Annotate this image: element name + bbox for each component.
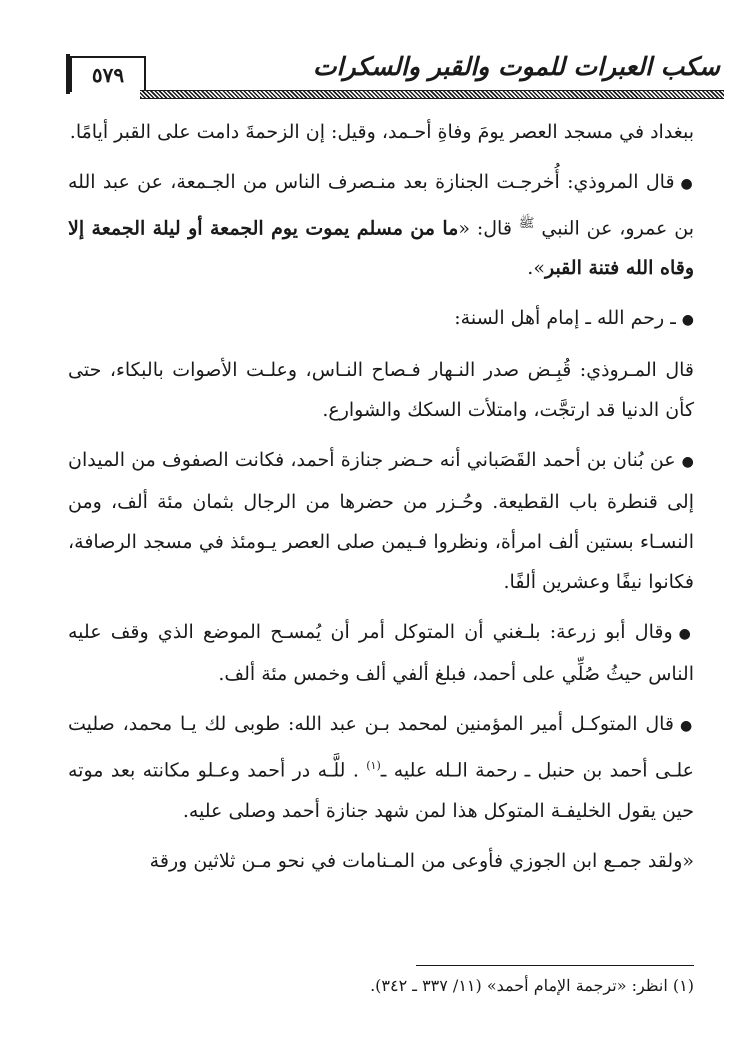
footnote: (١) انظر: «ترجمة الإمام أحمد» (١١/ ٣٣٧ ـ ٣٤٢). (370, 976, 694, 995)
footnote-divider (416, 965, 694, 966)
hadith-quote: ما من مسلم يموت يوم الجمعة أو ليلة الجمعة إلا وقاه الله فتنة القبر (68, 217, 694, 280)
paragraph (68, 350, 694, 430)
paragraph (68, 162, 694, 288)
text-segment: عن بُنان بن أحمد القَصَباني أنه حـضر جنازة أحمد، فكانت الصفوف من الميدان إلى قنطرة باب القطيعة. وحُـزر من حضرها من الرجال بثمان مئة ألف، ومن النسـاء بستين ألف امرأة، ونظروا فـيمن صلى العصر يـومئذ في مسجد الرصافة، فكانوا نيفًا وعشرين ألفًا. (68, 449, 694, 594)
text-segment: ـ رحم الله ـ إمام أهل السنة: (454, 307, 676, 330)
text-segment: . للَّـه در أحمد وعـلو مكانته بعد موته حين يقول الخليفـة المتوكل هذا لمن شهد جنازة أحمد وصلى عليه. (68, 759, 694, 822)
text-segment: قال المـروذي: قُبِـض صدر النـهار فـصاح النـاس، وعلـت الأصوات بالبكاء، حتى كأن الدنيا قد ارتجَّت، وامتلأت السكك والشوارع. (68, 359, 694, 422)
page-header (60, 52, 724, 98)
bullet-marker: ● (680, 718, 695, 735)
header-rule (140, 90, 724, 99)
bullet-marker: ● (680, 176, 694, 192)
paragraph (68, 841, 694, 881)
body-text (68, 112, 694, 891)
text-segment: وقال أبو زرعة: بلـغني أن المتوكل أمر أن يُمسـح الموضع الذي وقف عليه الناس حيثُ صُلِّي على أحمد، فبلغ ألفي ألف وخمس مئة ألف. (68, 621, 694, 686)
page-number: ٥٧٩ (70, 56, 146, 92)
paragraph (68, 112, 694, 152)
text-segment: ». (527, 257, 545, 280)
text-segment: قال المتوكـل أمير المؤمنين لمحمد بـن عبد الله: طوبى لك يـا محمد، صليت علـى أحمد بن حنبل ـ رحمة الـله عليه ـ (68, 713, 694, 782)
bullet-marker: ● (681, 312, 694, 329)
text-segment: «ولقد جمـع ابن الجوزي فأوعى من المـنامات في نحو مـن ثلاثين ورقة (149, 849, 694, 872)
paragraph (68, 704, 694, 830)
text-segment: ببغداد في مسجد العصر يومَ وفاةِ أحـمد، وقيل: إن الزحمةَ دامت على القبر أيامًا. (69, 121, 694, 143)
paragraph (68, 440, 694, 602)
footnote-reference: (١) (366, 759, 381, 773)
honorific-glyph: ﷺ (518, 216, 535, 231)
bullet-marker: ● (681, 454, 694, 471)
bullet-marker: ● (678, 626, 695, 643)
paragraph (68, 612, 694, 694)
text-segment: قال المروذي: أُخرجـت الجنازة بعد منـصرف الناس من الجـمعة، عن عبد الله بن عمرو، عن النبي (68, 171, 695, 240)
paragraph (68, 298, 694, 340)
running-title: سكب العبرات للموت والقبر والسكرات (313, 52, 720, 81)
text-segment: قال: « (458, 217, 519, 240)
